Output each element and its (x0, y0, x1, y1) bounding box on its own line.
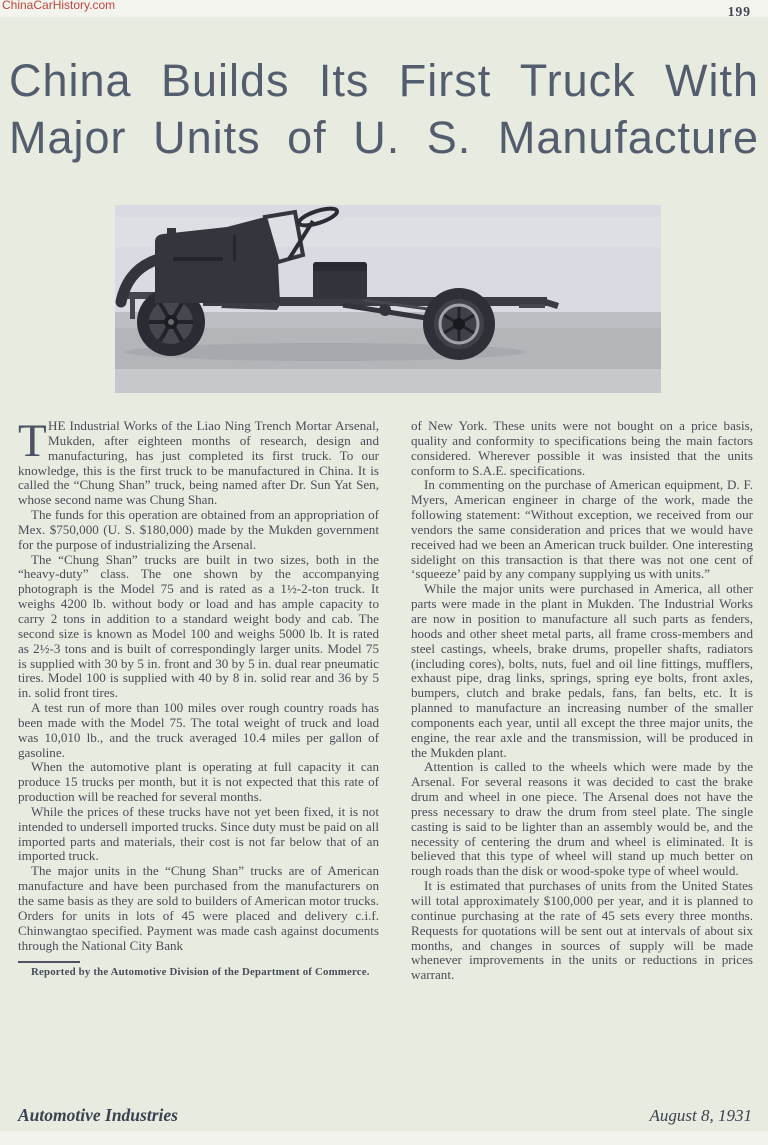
scan-edge-bottom (0, 1131, 768, 1145)
truck-chassis-photo (115, 205, 661, 393)
paragraph-lead-text: HE Industrial Works of the Liao Ning Trench Mortar Arsenal, Mukden, after eighteen months of research, design and manufacturing, has just completed its first truck. To our knowledge, this is the first truck to be manufactured in China. It is called the “Chung Shan” truck, being named after Dr. Sun Yat Sen, whose second name was Chung Shan. (18, 418, 379, 508)
paragraph: In commenting on the purchase of American equipment, D. F. Myers, American engineer in charge of the work, made the following statement: “Without exception, we received from our vendors the same consideration and prices that we would have received had we been an American truck builder. One interesting sidelight on this transaction is that there was not one cent of ‘squeeze’ paid by any company supplying us with units.” (411, 477, 753, 582)
column-right (411, 419, 753, 983)
paragraph: While the major units were purchased in America, all other parts were made in the plant in Mukden. The Industrial Works are now in position to manufacture all such parts as fenders, hoods and other sheet metal parts, all frame cross-members and steel castings, wheels, brake drums, propeller shafts, radiators (including cores), bolts, nuts, fuel and oil line fittings, mufflers, exhaust pipe, drag links, springs, spring eye bolts, front axles, bumpers, clutch and brake pedals, fans, fan belts, etc. It is planned to manufacture an increasing number of the smaller components each year, until all except the three major units, the engine, the rear axle and the transmission, will be produced in the Mukden plant. (411, 581, 753, 760)
paragraph: The major units in the “Chung Shan” trucks are of American manufacture and have been purchased from the manufacturers on the same basis as they are sold to builders of American motor trucks. Orders for units in lots of 45 were placed and delivery c.i.f. Chinwangtao specified. Payment was made cash against documents through the National City Bank (18, 863, 379, 953)
article-title-line-2: Major Units of U. S. Manufacture (9, 112, 759, 163)
page-footer (18, 1105, 752, 1126)
article-title-line-1: China Builds Its First Truck With (9, 55, 759, 106)
paragraph: The funds for this operation are obtained from an appropriation of Mex. $750,000 (U. S. $180,000) made by the Mukden government for the purpose of industrializing the Arsenal. (18, 507, 379, 552)
paragraph: It is estimated that purchases of units from the United States will total approximately $100,000 per year, and it is planned to continue purchasing at the rate of 45 sets every three months. Requests for quotations will be sent out at intervals of about six months, and changes in sources of supply will be made whenever improvements in the units or reductions in prices warrant. (411, 878, 753, 983)
footer-issue-date: August 8, 1931 (649, 1106, 752, 1125)
footnote-text: Reported by the Automotive Division of the Department of Commerce. (31, 966, 370, 979)
paragraph: The “Chung Shan” trucks are built in two sizes, both in the “heavy-duty” class. The one shown by the accompanying photograph is the Model 75 and is rated as a 1½-2-ton truck. It weighs 4200 lb. without body or load and has ample capacity to carry 2 tons in addition to a standard weight body and cab. The second size is known as Model 100 and weighs 5000 lb. It is rated as 2½-3 tons and is built of correspondingly larger units. Model 75 is supplied with 30 by 5 in. front and 30 by 5 in. dual rear pneumatic tires. Model 100 is supplied with 40 by 8 in. solid rear and 36 by 5 in. solid front tires. (18, 551, 379, 701)
paragraph: Attention is called to the wheels which were made by the Arsenal. For several reasons it was decided to cast the brake drum and wheel in one piece. The Arsenal does not have the press necessary to draw the drum from steel plate. The single casting is said to be lighter than an assembly would be, and the necessity of centering the drum and wheel is eliminated. It is believed that this type of wheel will stand up much better on rough roads than the disk or wood-spoke type of wheel would. (411, 759, 753, 879)
page-number: 199 (727, 4, 751, 19)
scan-edge-top (0, 0, 768, 17)
footnote-rule (18, 961, 80, 963)
paragraph: While the prices of these trucks have not yet been fixed, it is not intended to undersell imported trucks. Since duty must be paid on all imported parts and materials, their cost is not far below that of an imported truck. (18, 803, 379, 864)
footer-journal-name: Automotive Industries (18, 1105, 178, 1125)
paragraph-continuation: of New York. These units were not bought on a price basis, quality and conformity to specifications being the main factors considered. Wherever possible it was insisted that the units conform to S.A.E. specifications. (411, 418, 753, 478)
article-title (9, 52, 759, 166)
column-left (18, 415, 379, 979)
paragraph-lead (18, 415, 379, 508)
truck-chassis-illustration (115, 205, 661, 393)
drop-cap: T (18, 415, 47, 467)
paragraph: When the automotive plant is operating at full capacity it can produce 15 trucks per month, but it is not expected that this rate of production will be reached for several months. (18, 759, 379, 805)
footnote (18, 961, 378, 978)
watermark-chinacarhistory: ChinaCarHistory.com (2, 0, 116, 12)
paragraph: A test run of more than 100 miles over rough country roads has been made with the Model 75. The total weight of truck and load was 10,010 lb., and the truck averaged 10.4 miles per gallon of gasoline. (18, 700, 379, 760)
